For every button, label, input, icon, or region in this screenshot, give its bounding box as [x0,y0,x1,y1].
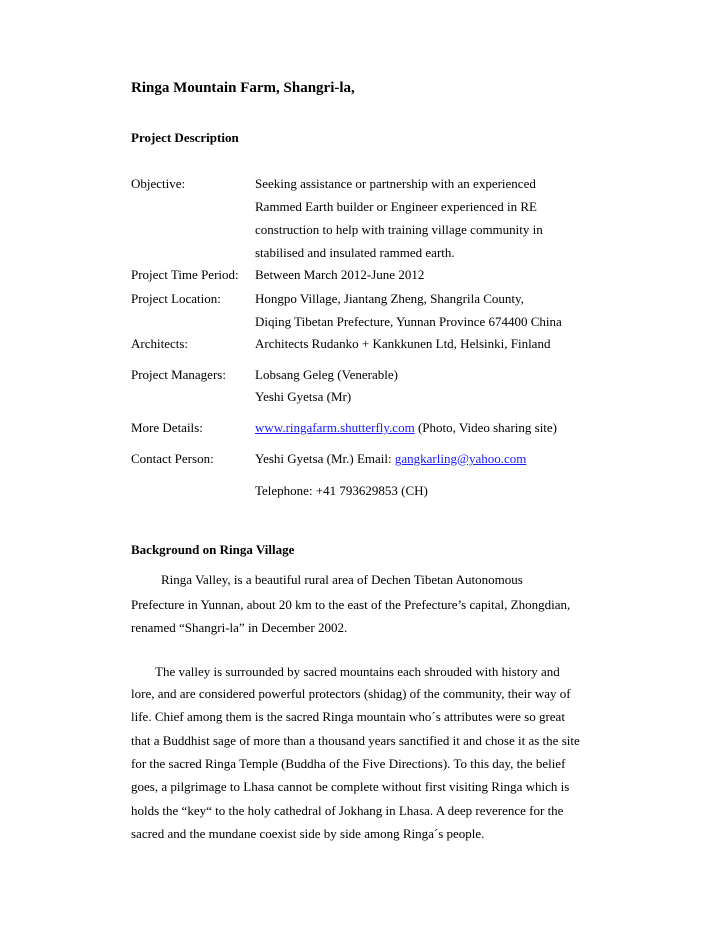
manager-name: Yeshi Gyetsa (Mr) [255,389,352,404]
contact-name: Yeshi Gyetsa (Mr.) Email: [255,451,395,466]
telephone: Telephone: +41 793629853 (CH) [255,483,428,498]
architects-label: Architects: [131,336,189,351]
objective-line: construction to help with training village community in [255,222,543,237]
paragraph-line: Prefecture in Yunnan, about 20 km to the east of the Prefecture’s capital, Zhongdian, [131,597,571,612]
paragraph-line: goes, a pilgrimage to Lhasa cannot be complete without first visiting Ringa which is [131,779,570,794]
location-line: Hongpo Village, Jiantang Zheng, Shangrila County, [255,291,524,306]
paragraph-line: life. Chief among them is the sacred Ringa mountain who´s attributes were so great [131,709,565,724]
paragraph-line: lore, and are considered powerful protectors (shidag) of the community, their way of [131,686,571,701]
paragraph-line: that a Buddhist sage of more than a thousand years sanctified it and chose it as the site [131,733,580,748]
paragraph-line: renamed “Shangri-la” in December 2002. [131,620,348,635]
objective-label: Objective: [131,176,186,191]
website-link[interactable]: www.ringafarm.shutterfly.com [255,420,415,435]
contact-label: Contact Person: [131,451,214,466]
location-line: Diqing Tibetan Prefecture, Yunnan Province 674400 China [255,314,562,329]
more-details-label: More Details: [131,420,203,435]
objective-line: stabilised and insulated rammed earth. [255,245,455,260]
more-details-value [255,421,557,434]
manager-name: Lobsang Geleg (Venerable) [255,367,398,382]
background-heading: Background on Ringa Village [131,542,295,557]
website-description: (Photo, Video sharing site) [414,420,558,435]
managers-label: Project Managers: [131,367,226,382]
document-title: Ringa Mountain Farm, Shangri-la, [131,80,355,96]
email-link[interactable]: gangkarling@yahoo.com [394,451,527,466]
objective-line: Rammed Earth builder or Engineer experienced in RE [255,199,537,214]
paragraph-line: holds the “key“ to the holy cathedral of Jokhang in Lhasa. A deep reverence for the [131,803,564,818]
contact-value [255,452,526,465]
paragraph-line: Ringa Valley, is a beautiful rural area of Dechen Tibetan Autonomous [161,572,523,587]
architects-value: Architects Rudanko + Kankkunen Ltd, Helsinki, Finland [255,336,551,351]
project-description-heading: Project Description [131,130,239,145]
paragraph-line: sacred and the mundane coexist side by side among Ringa´s people. [131,826,485,841]
time-period-value: Between March 2012-June 2012 [255,267,425,282]
location-label: Project Location: [131,291,221,306]
time-period-label: Project Time Period: [131,267,239,282]
paragraph-line: The valley is surrounded by sacred mountains each shrouded with history and [155,664,560,679]
objective-line: Seeking assistance or partnership with an experienced [255,176,536,191]
paragraph-line: for the sacred Ringa Temple (Buddha of the Five Directions). To this day, the belief [131,756,566,771]
